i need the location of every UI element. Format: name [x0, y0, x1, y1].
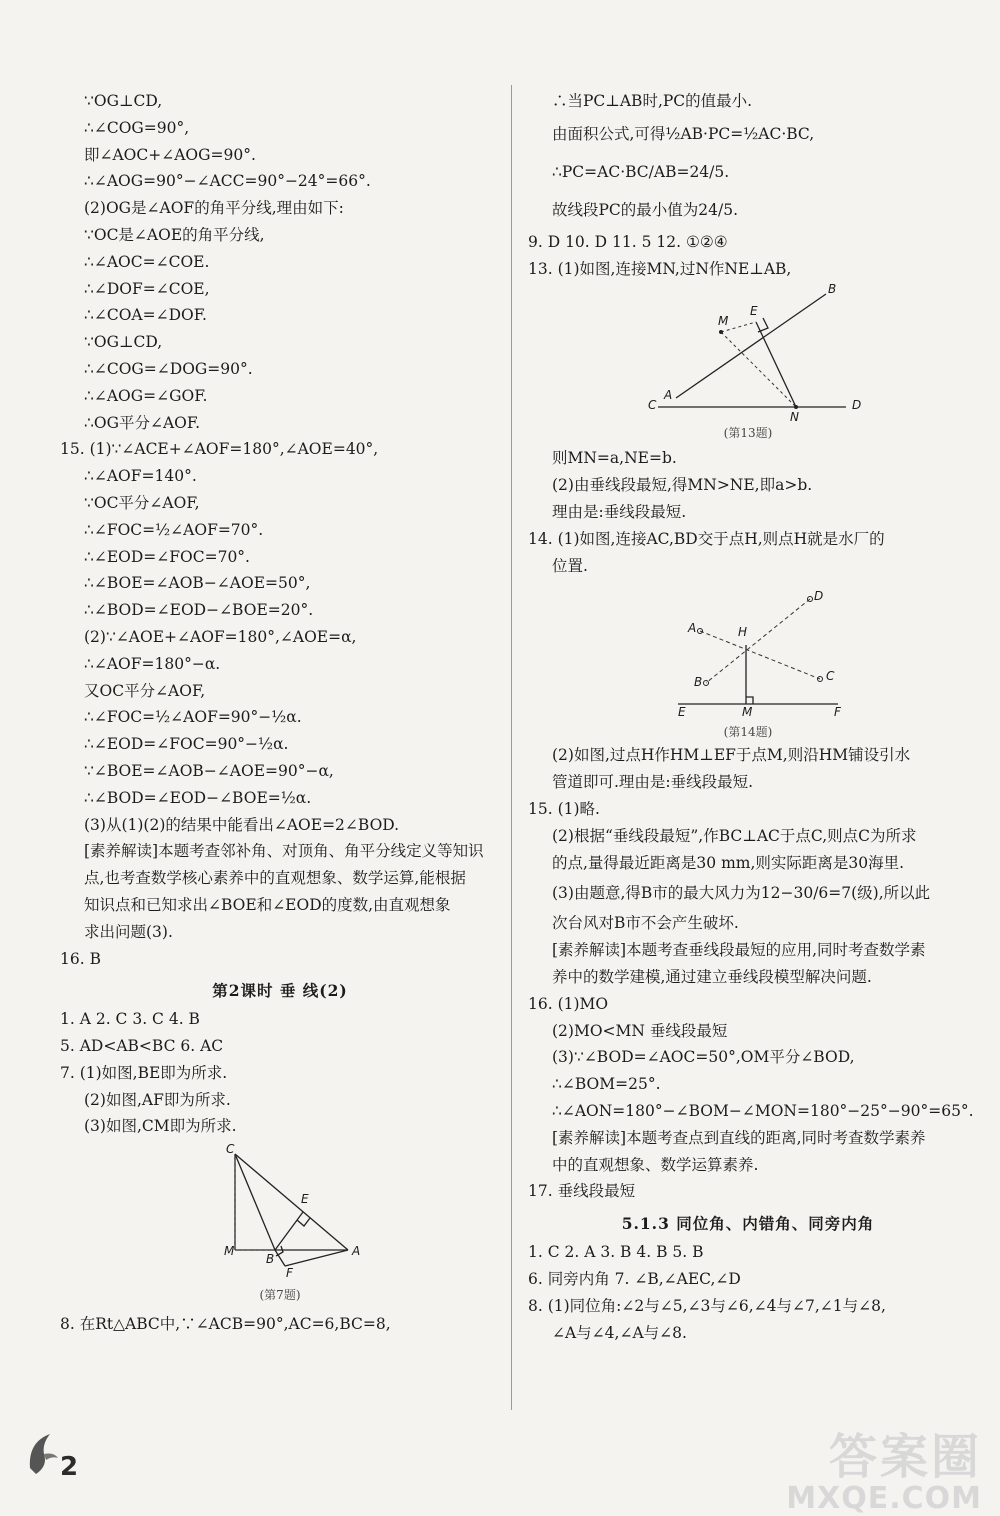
text-line: 9. D 10. D 11. 5 12. ①②④ — [528, 232, 728, 251]
fig13-label: C — [648, 398, 657, 413]
text-line: 6. 同旁内角 7. ∠B,∠AEC,∠D — [528, 1269, 741, 1288]
literacy-note: 中的直观想象、数学运算素养. — [552, 1155, 759, 1174]
text-line: ∴∠AOC=∠COE. — [84, 252, 210, 271]
text-line: ∴OG平分∠AOF. — [84, 413, 201, 432]
text-line: ∴∠EOD=∠FOC=90°−½α. — [84, 735, 289, 754]
literacy-note: [素养解读]本题考查点到直线的距离,同时考查数学素养 — [552, 1128, 926, 1147]
fig14-label: M — [742, 705, 753, 720]
text-line: ∴∠DOF=∠COE, — [84, 279, 210, 298]
text-line: ∴∠AON=180°−∠BOM−∠MON=180°−25°−90°=65°. — [552, 1101, 974, 1120]
text-line: (2)根据“垂线段最短”,作BC⊥AC于点C,则点C为所求 — [552, 826, 917, 845]
text-line: ∠A与∠4,∠A与∠8. — [552, 1323, 687, 1342]
fig13-label: D — [852, 398, 862, 413]
figure-7-caption: (第7题) — [259, 1288, 301, 1303]
text-line: ∴∠AOG=∠GOF. — [84, 386, 208, 405]
text-line: (2)OG是∠AOF的角平分线,理由如下: — [84, 199, 344, 218]
text-line: 5. AD<AB<BC 6. AC — [60, 1037, 224, 1056]
text-line: (2)MO<MN 垂线段最短 — [552, 1021, 728, 1040]
text-line: ∵OG⊥CD, — [84, 92, 163, 110]
text-line: 由面积公式,可得½AB·PC=½AC·BC, — [552, 124, 815, 143]
text-line: (2)如图,过点H作HM⊥EF于点M,则沿HM铺设引水 — [552, 746, 911, 765]
fig14-label: D — [814, 589, 824, 604]
text-line: ∴∠COA=∠DOF. — [84, 306, 207, 325]
text-line: ∴∠AOF=180°−α. — [84, 654, 221, 673]
text-line: ∴∠FOC=½∠AOF=70°. — [84, 520, 264, 539]
fig7-label: C — [226, 1142, 235, 1157]
text-line: 则MN=a,NE=b. — [552, 449, 677, 468]
text-line: ∴当PC⊥AB时,PC的值最小. — [552, 92, 753, 110]
text-line: (2)由垂线段最短,得MN>NE,即a>b. — [552, 476, 813, 495]
figure-13-diagram — [528, 282, 968, 425]
figure-14 — [528, 579, 968, 719]
text-line: 次台风对B市不会产生破坏. — [552, 914, 739, 933]
figure-14-caption: (第14题) — [723, 725, 773, 740]
text-line: 即∠AOC+∠AOG=90°. — [84, 145, 256, 164]
fig14-label: A — [688, 621, 697, 636]
figure-7-diagram — [60, 1140, 500, 1270]
right-column — [528, 88, 974, 1346]
question-16-line: 16. B — [60, 949, 101, 968]
text-line: ∵OG⊥CD, — [84, 333, 163, 352]
fig7-label: M — [224, 1244, 235, 1259]
fig14-label: F — [834, 705, 841, 720]
question-15-line: 15. (1)∵∠ACE+∠AOF=180°,∠AOE=40°, — [60, 440, 379, 459]
left-column — [60, 88, 500, 1338]
fig13-label: A — [664, 388, 673, 403]
figure-13-caption: (第13题) — [723, 426, 773, 441]
text-line: ∴∠BOE=∠AOB−∠AOE=50°, — [84, 574, 311, 593]
text-line: 理由是:垂线段最短. — [552, 502, 687, 521]
text-line: (3)从(1)(2)的结果中能看出∠AOE=2∠BOD. — [84, 815, 400, 834]
text-line: ∴∠BOD=∠EOD−∠BOE=½α. — [84, 788, 312, 807]
fig14-label: B — [694, 675, 703, 690]
literacy-note: [素养解读]本题考查垂线段最短的应用,同时考查数学素 — [552, 941, 926, 960]
literacy-note: 养中的数学建模,通过建立垂线段模型解决问题. — [552, 967, 872, 986]
section-title: 5.1.3 同位角、内错角、同旁内角 — [621, 1214, 875, 1234]
text-line: ∵OC是∠AOE的角平分线, — [84, 225, 265, 244]
fig13-label: E — [750, 304, 758, 319]
text-line: (2)∵∠AOE+∠AOF=180°,∠AOE=α, — [84, 627, 357, 646]
text-line: ∴PC=AC·BC/AB=24/5. — [552, 162, 730, 181]
text-line: (3)如图,CM即为所求. — [84, 1117, 237, 1136]
text-line: (3)∵∠BOD=∠AOC=50°,OM平分∠BOD, — [552, 1048, 855, 1067]
text-line: ∴∠COG=∠DOG=90°. — [84, 359, 253, 378]
text-line: 故线段PC的最小值为24/5. — [552, 200, 739, 219]
fig13-label: M — [718, 314, 729, 329]
text-line: ∴∠AOF=140°. — [84, 467, 197, 486]
text-line: 7. (1)如图,BE即为所求. — [60, 1063, 228, 1082]
text-line: 的点,量得最近距离是30 mm,则实际距离是30海里. — [552, 853, 905, 872]
figure-7 — [60, 1140, 500, 1290]
literacy-note: 点,也考查数学核心素养中的直观想象、数学运算,能根据 — [84, 869, 466, 888]
dolphin-logo-icon — [24, 1428, 64, 1482]
text-line: 8. (1)同位角:∠2与∠5,∠3与∠6,∠4与∠7,∠1与∠8, — [528, 1296, 886, 1315]
text-line: 位置. — [552, 556, 588, 575]
text-line: ∴∠BOM=25°. — [552, 1075, 661, 1094]
text-line: ∴∠EOD=∠FOC=70°. — [84, 547, 250, 566]
column-divider — [511, 85, 512, 1410]
text-line: ∴∠COG=90°, — [84, 118, 190, 137]
fig14-label: C — [826, 669, 835, 684]
question-17-line: 17. 垂线段最短 — [528, 1182, 636, 1201]
fig7-label: A — [352, 1244, 361, 1259]
text-line: (3)由题意,得B市的最大风力为12−30/6=7(级),所以此 — [552, 884, 931, 903]
fig14-label: H — [738, 625, 748, 640]
watermark — [786, 1418, 982, 1516]
fig13-label: N — [790, 410, 799, 425]
literacy-note: [素养解读]本题考查邻补角、对顶角、角平分线定义等知识 — [84, 842, 484, 861]
question-15-line: 15. (1)略. — [528, 799, 600, 818]
text-line: ∴∠AOG=90°−∠ACC=90°−24°=66°. — [84, 172, 371, 191]
question-14-line: 14. (1)如图,连接AC,BD交于点H,则点H就是水厂的 — [528, 529, 885, 548]
page-number: 2 — [60, 1452, 79, 1482]
text-line: (2)如图,AF即为所求. — [84, 1090, 231, 1109]
question-13-line: 13. (1)如图,连接MN,过N作NE⊥AB, — [528, 259, 792, 278]
text-line: 1. A 2. C 3. C 4. B — [60, 1010, 200, 1029]
text-line: ∵OC平分∠AOF, — [84, 493, 200, 512]
literacy-note: 求出问题(3). — [84, 922, 173, 941]
figure-14-diagram — [528, 579, 968, 719]
figure-13 — [528, 282, 968, 425]
question-8-line: 8. 在Rt△ABC中,∵∠ACB=90°,AC=6,BC=8, — [60, 1315, 391, 1334]
text-line: ∴∠BOD=∠EOD−∠BOE=20°. — [84, 601, 314, 620]
text-line: 管道即可.理由是:垂线段最短. — [552, 773, 754, 792]
watermark-line: 答案圈 — [828, 1429, 982, 1485]
text-line: 又OC平分∠AOF, — [84, 681, 206, 700]
literacy-note: 知识点和已知求出∠BOE和∠EOD的度数,由直观想象 — [84, 895, 451, 914]
question-16-line: 16. (1)MO — [528, 994, 609, 1013]
fig7-label: E — [301, 1192, 309, 1207]
text-line: ∴∠FOC=½∠AOF=90°−½α. — [84, 708, 302, 727]
fig13-label: B — [828, 282, 837, 297]
section-title: 第2课时 垂 线(2) — [212, 981, 348, 1001]
fig7-label: F — [286, 1266, 293, 1281]
fig14-label: E — [678, 705, 686, 720]
fig7-label: B — [266, 1252, 275, 1267]
text-line: 1. C 2. A 3. B 4. B 5. B — [528, 1243, 704, 1262]
text-line: ∵∠BOE=∠AOB−∠AOE=90°−α, — [84, 761, 334, 780]
watermark-line: MXQE.COM — [786, 1481, 982, 1516]
